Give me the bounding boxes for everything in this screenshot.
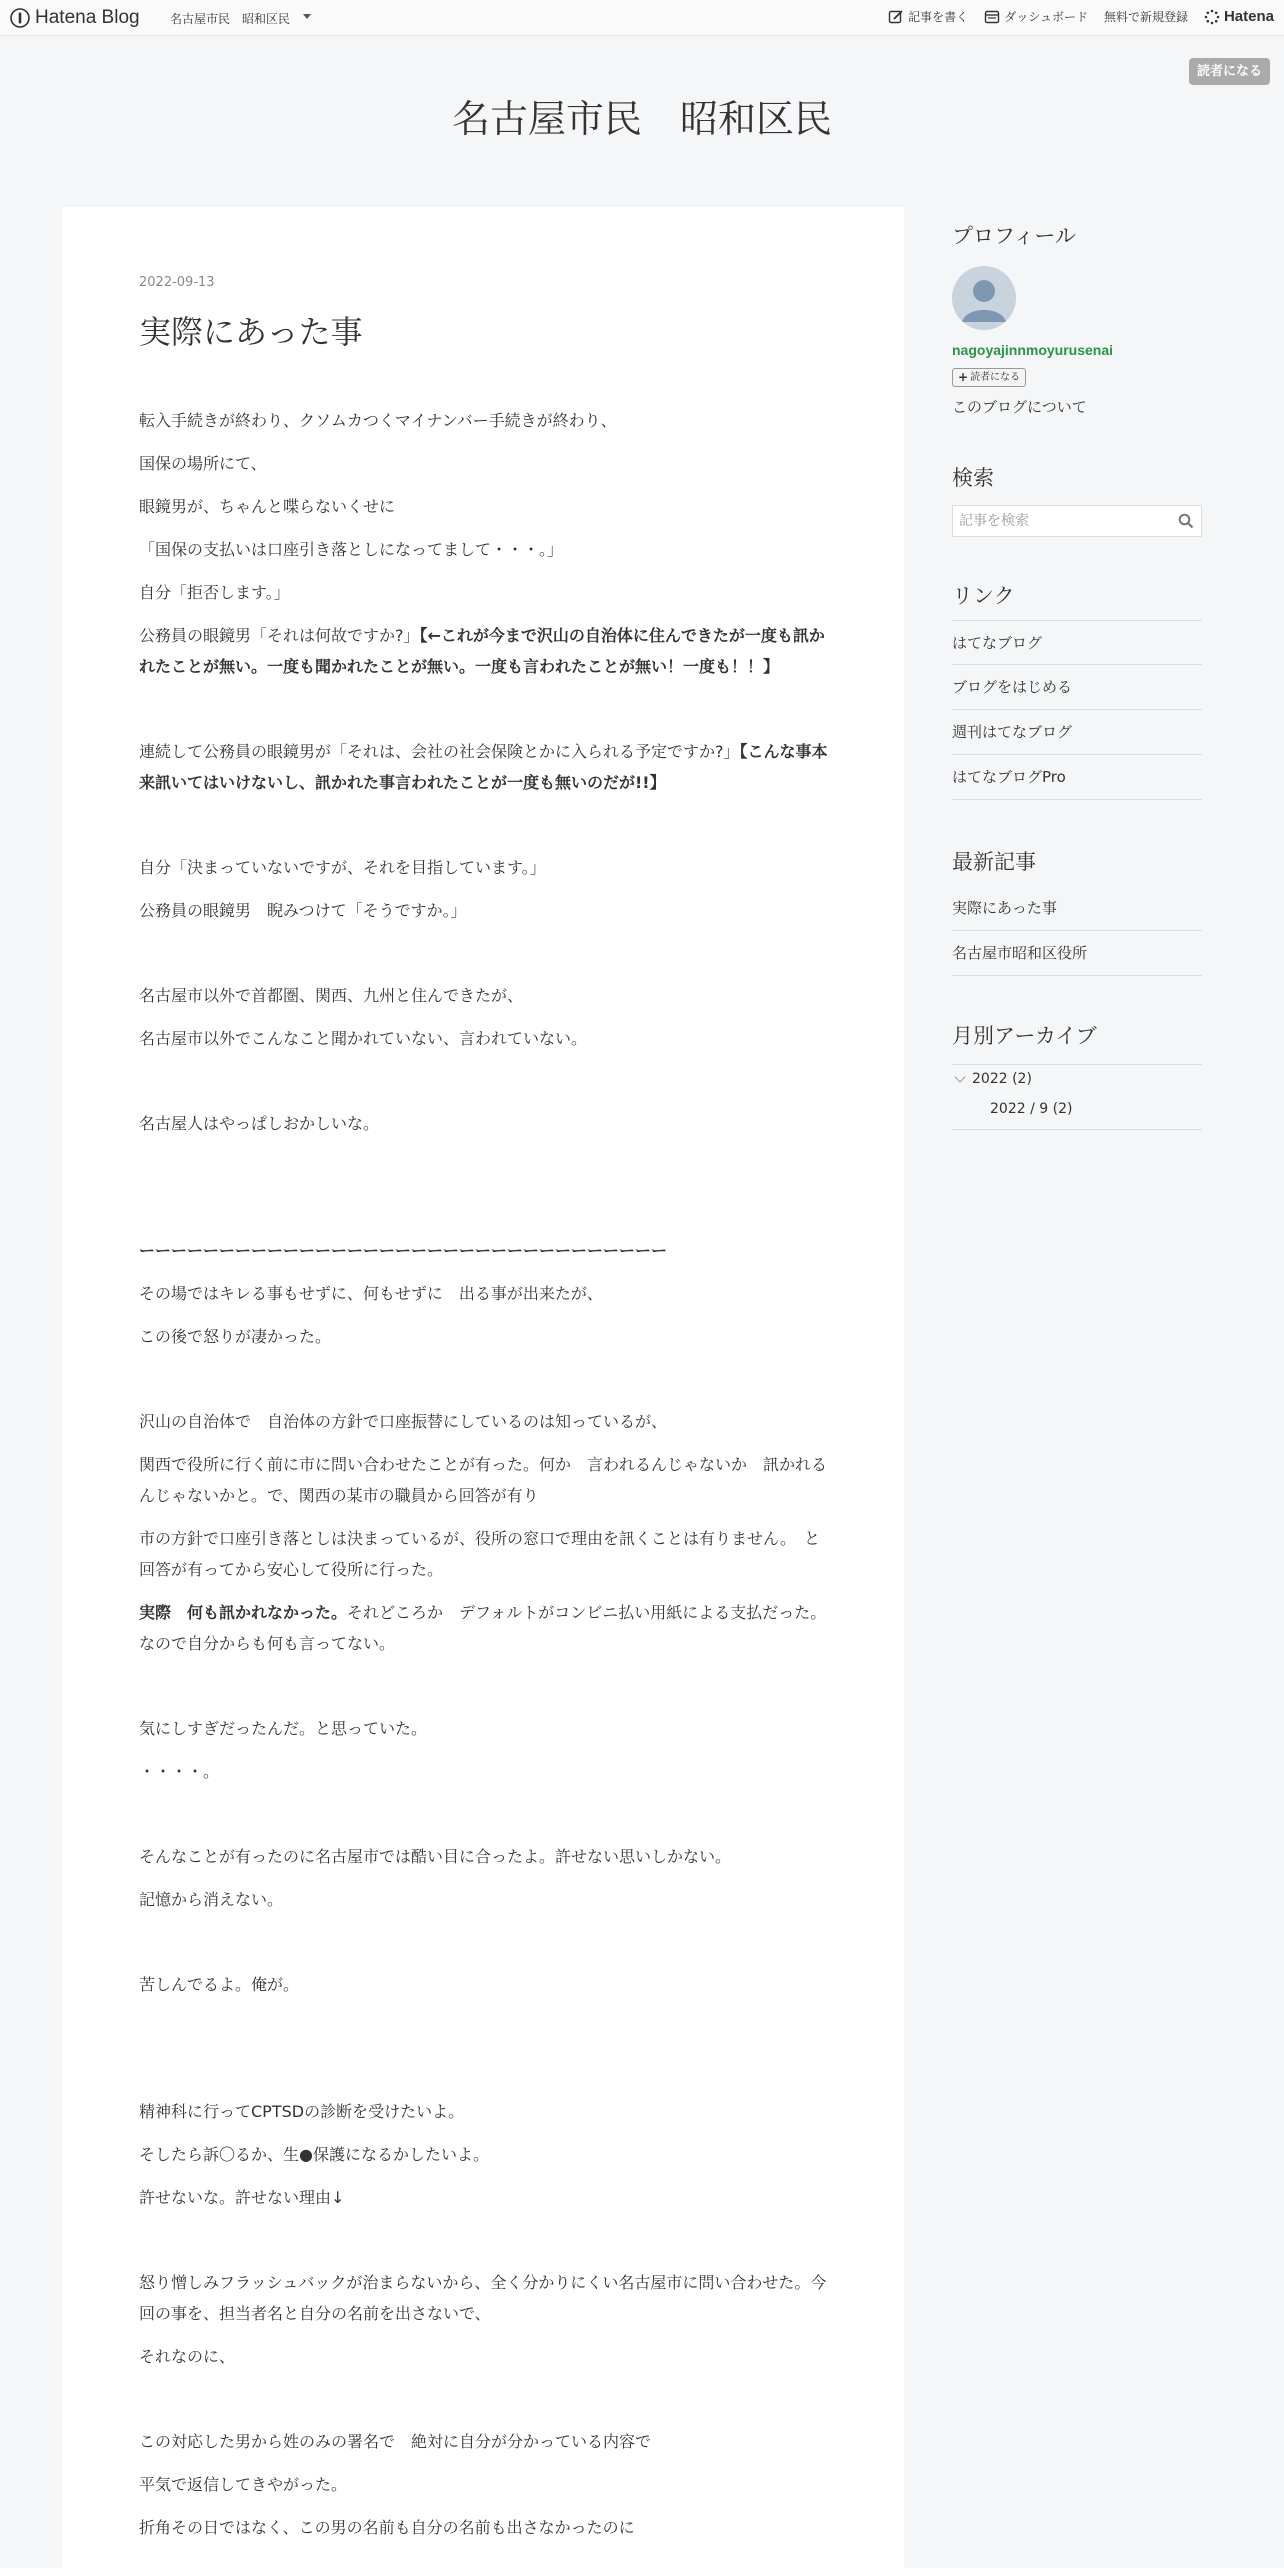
write-entry-label: 記事を書く bbox=[908, 10, 969, 24]
hatena-label: Hatena bbox=[1223, 8, 1274, 25]
dashboard-link[interactable] bbox=[984, 8, 1088, 25]
user-avatar-icon bbox=[952, 266, 1016, 330]
entry-paragraph: 公務員の眼鏡男 睨みつけて「そうですか。」 bbox=[139, 901, 467, 920]
entry-paragraph: そんなことが有ったのに名古屋市では酷い目に合ったよ。許せない思いしかない。 bbox=[139, 1847, 732, 1866]
dashboard-label: ダッシュボード bbox=[1004, 10, 1088, 24]
links-list bbox=[952, 620, 1202, 800]
entry-text: 連続して公務員の眼鏡男が「それは、会社の社会保険とかに入られる予定ですか?」 bbox=[139, 742, 740, 761]
plus-icon: + bbox=[958, 370, 969, 384]
entry-paragraph: 気にしすぎだったんだ。と思っていた。 bbox=[139, 1719, 428, 1738]
entry-title[interactable]: 実際にあった事 bbox=[139, 313, 363, 351]
entry-paragraph bbox=[139, 620, 829, 682]
blank-line bbox=[139, 694, 829, 724]
entry-paragraph: 転入手続きが終わり、クソムカつくマイナンバー手続きが終わり、 bbox=[139, 411, 617, 430]
hatena-dots-icon bbox=[1204, 9, 1220, 25]
entry-bold-text: 実際 何も訊かれなかった。 bbox=[139, 1603, 348, 1622]
subscribe-button-top[interactable]: 読者になる bbox=[1189, 58, 1270, 85]
link-item-hatena-blog[interactable]: はてなブログ bbox=[952, 620, 1202, 665]
blank-line bbox=[139, 1364, 829, 1394]
search-box bbox=[952, 505, 1202, 537]
hatena-blog-logo-text: Hatena Blog bbox=[35, 7, 140, 28]
entry-paragraph: 名古屋市以外で首都圏、関西、九州と住んできたが、 bbox=[139, 986, 524, 1005]
hatena-menu[interactable] bbox=[1204, 8, 1274, 25]
profile-id-link[interactable]: nagoyajinnmoyurusenai bbox=[952, 342, 1114, 358]
entry-paragraph: 精神科に行ってCPTSDの診断を受けたいよ。 bbox=[139, 2102, 465, 2121]
entry-paragraph: 市の方針で口座引き落としは決まっているが、役所の窓口で理由を訊くことは有りません。 と回答が有ってから安心して役所に行った。 bbox=[139, 1529, 820, 1579]
entry-paragraph: その場ではキレる事もせずに、何もせずに 出る事が出来たが、 bbox=[139, 1284, 603, 1303]
blank-line bbox=[139, 938, 829, 968]
entry-paragraph: 眼鏡男が、ちゃんと喋らないくせに bbox=[139, 497, 396, 516]
avatar[interactable] bbox=[952, 266, 1016, 330]
dashboard-icon bbox=[984, 9, 1000, 25]
blog-title[interactable]: 名古屋市民 昭和区民 bbox=[451, 97, 832, 141]
chevron-down-icon[interactable] bbox=[303, 14, 311, 19]
entry-paragraph: 平気で返信してきやがった。 bbox=[139, 2475, 348, 2494]
entry-paragraph: ・・・・。 bbox=[139, 1762, 220, 1781]
recent-list bbox=[952, 886, 1202, 976]
entry-text: それどころか デフォルトがコンビニ払い用紙による支払だった。なので自分からも何も言ってない。 bbox=[139, 1603, 827, 1653]
links-title: リンク bbox=[952, 584, 1015, 608]
blank-line bbox=[139, 2384, 829, 2414]
entry-paragraph: 関西で役所に行く前に市に問い合わせたことが有った。何か 言われるんじゃないか 訊かれるんじゃないかと。で、関西の某市の職員から回答が有り bbox=[139, 1455, 828, 1505]
link-item-weekly[interactable]: 週刊はてなブログ bbox=[952, 710, 1202, 755]
about-blog-link[interactable]: このブログについて bbox=[952, 398, 1087, 416]
chevron-down-icon[interactable] bbox=[954, 1071, 965, 1082]
blank-line bbox=[139, 2012, 829, 2084]
entry-paragraph: 沢山の自治体で 自治体の方針で口座振替にしているのは知っているが、 bbox=[139, 1412, 668, 1431]
blog-name-menu[interactable]: 名古屋市民 昭和区民 bbox=[170, 12, 291, 26]
blank-line bbox=[139, 1066, 829, 1096]
entry-paragraph: この後で怒りが凄かった。 bbox=[139, 1327, 332, 1346]
recent-item[interactable]: 名古屋市昭和区役所 bbox=[952, 931, 1202, 976]
blank-line bbox=[139, 1671, 829, 1701]
entry-text: 公務員の眼鏡男「それは何故ですか?」 bbox=[139, 626, 420, 645]
blank-line bbox=[139, 2225, 829, 2255]
archive-module bbox=[952, 1064, 1202, 1130]
entry-paragraph: 許せないな。許せない理由↓ bbox=[139, 2188, 345, 2207]
entry-paragraph: 怒り憎しみフラッシュバックが治まらないから、全く分かりにくい名古屋市に問い合わせた。今回の事を、担当者名と自分の名前を出さないで、 bbox=[139, 2273, 827, 2323]
search-title: 検索 bbox=[952, 466, 994, 490]
archive-year-label: 2022 (2) bbox=[972, 1071, 1032, 1087]
blank-line bbox=[139, 810, 829, 840]
archive-year[interactable] bbox=[956, 1071, 1032, 1087]
entry-paragraph: 名古屋人はやっぱしおかしいな。 bbox=[139, 1114, 380, 1133]
profile-module bbox=[952, 220, 1202, 430]
entry-paragraph: そしたら訴〇るか、生●保護になるかしたいよ。 bbox=[139, 2145, 489, 2164]
hatena-blog-logo-icon bbox=[10, 8, 30, 28]
profile-title: プロフィール bbox=[952, 224, 1076, 248]
global-header bbox=[0, 0, 1284, 36]
pencil-icon bbox=[888, 9, 904, 25]
entry-paragraph: 自分「決まっていないですが、それを目指しています。」 bbox=[139, 858, 546, 877]
entry-paragraph: 苦しんでるよ。俺が。 bbox=[139, 1975, 300, 1994]
search-icon[interactable] bbox=[1178, 513, 1194, 529]
link-item-pro[interactable]: はてなブログPro bbox=[952, 755, 1202, 800]
entry-bold-text: 【こんな事本来訊いてはいけないし、訊かれた事言われたことが一度も無いのだが!!】 bbox=[139, 742, 828, 792]
entry-paragraph: 折角その日ではなく、この男の名前も自分の名前も出さなかったのに bbox=[139, 2518, 635, 2537]
entry-paragraph: 自分「拒否します。」 bbox=[139, 583, 290, 602]
write-entry-link[interactable] bbox=[888, 8, 968, 25]
entry-paragraph: 記憶から消えない。 bbox=[139, 1890, 284, 1909]
blank-line bbox=[139, 1927, 829, 1957]
entry-paragraph: 「国保の支払いは口座引き落としになってまして・・・。」 bbox=[139, 540, 564, 559]
subscribe-small-label: 読者になる bbox=[970, 372, 1021, 383]
search-input[interactable] bbox=[953, 506, 1163, 536]
hatena-blog-logo[interactable] bbox=[10, 7, 140, 29]
entry-body bbox=[139, 405, 829, 2555]
blank-line bbox=[139, 1799, 829, 1829]
entry-paragraph: 名古屋市以外でこんなこと聞かれていない、言われていない。 bbox=[139, 1029, 588, 1048]
archive-month-link[interactable]: 2022 / 9 (2) bbox=[990, 1101, 1073, 1117]
archive-title: 月別アーカイブ bbox=[952, 1024, 1097, 1048]
entry-paragraph: 国保の場所にて、 bbox=[139, 454, 267, 473]
entry-date[interactable]: 2022-09-13 bbox=[139, 275, 215, 290]
link-item-start-blog[interactable]: ブログをはじめる bbox=[952, 665, 1202, 710]
recent-title: 最新記事 bbox=[952, 850, 1036, 874]
separator-line: ーーーーーーーーーーーーーーーーーーーーーーーーーーーーーーーーー bbox=[139, 1241, 668, 1260]
main-article bbox=[62, 207, 904, 2568]
entry-paragraph bbox=[139, 736, 829, 798]
signup-link[interactable]: 無料で新規登録 bbox=[1103, 10, 1188, 24]
subscribe-button-small[interactable] bbox=[952, 368, 1026, 387]
entry-bold-text: 【←これが今まで沢山の自治体に住んできたが一度も訊かれたことが無い。一度も聞かれたことが無い。一度も言われたことが無い！一度も！！】 bbox=[139, 626, 825, 676]
entry-paragraph: それなのに、 bbox=[139, 2347, 236, 2366]
entry-paragraph bbox=[139, 1597, 829, 1659]
blank-line bbox=[139, 1151, 829, 1223]
recent-item[interactable]: 実際にあった事 bbox=[952, 886, 1202, 931]
entry-paragraph: この対応した男から姓のみの署名で 絶対に自分が分かっている内容で bbox=[139, 2432, 652, 2451]
